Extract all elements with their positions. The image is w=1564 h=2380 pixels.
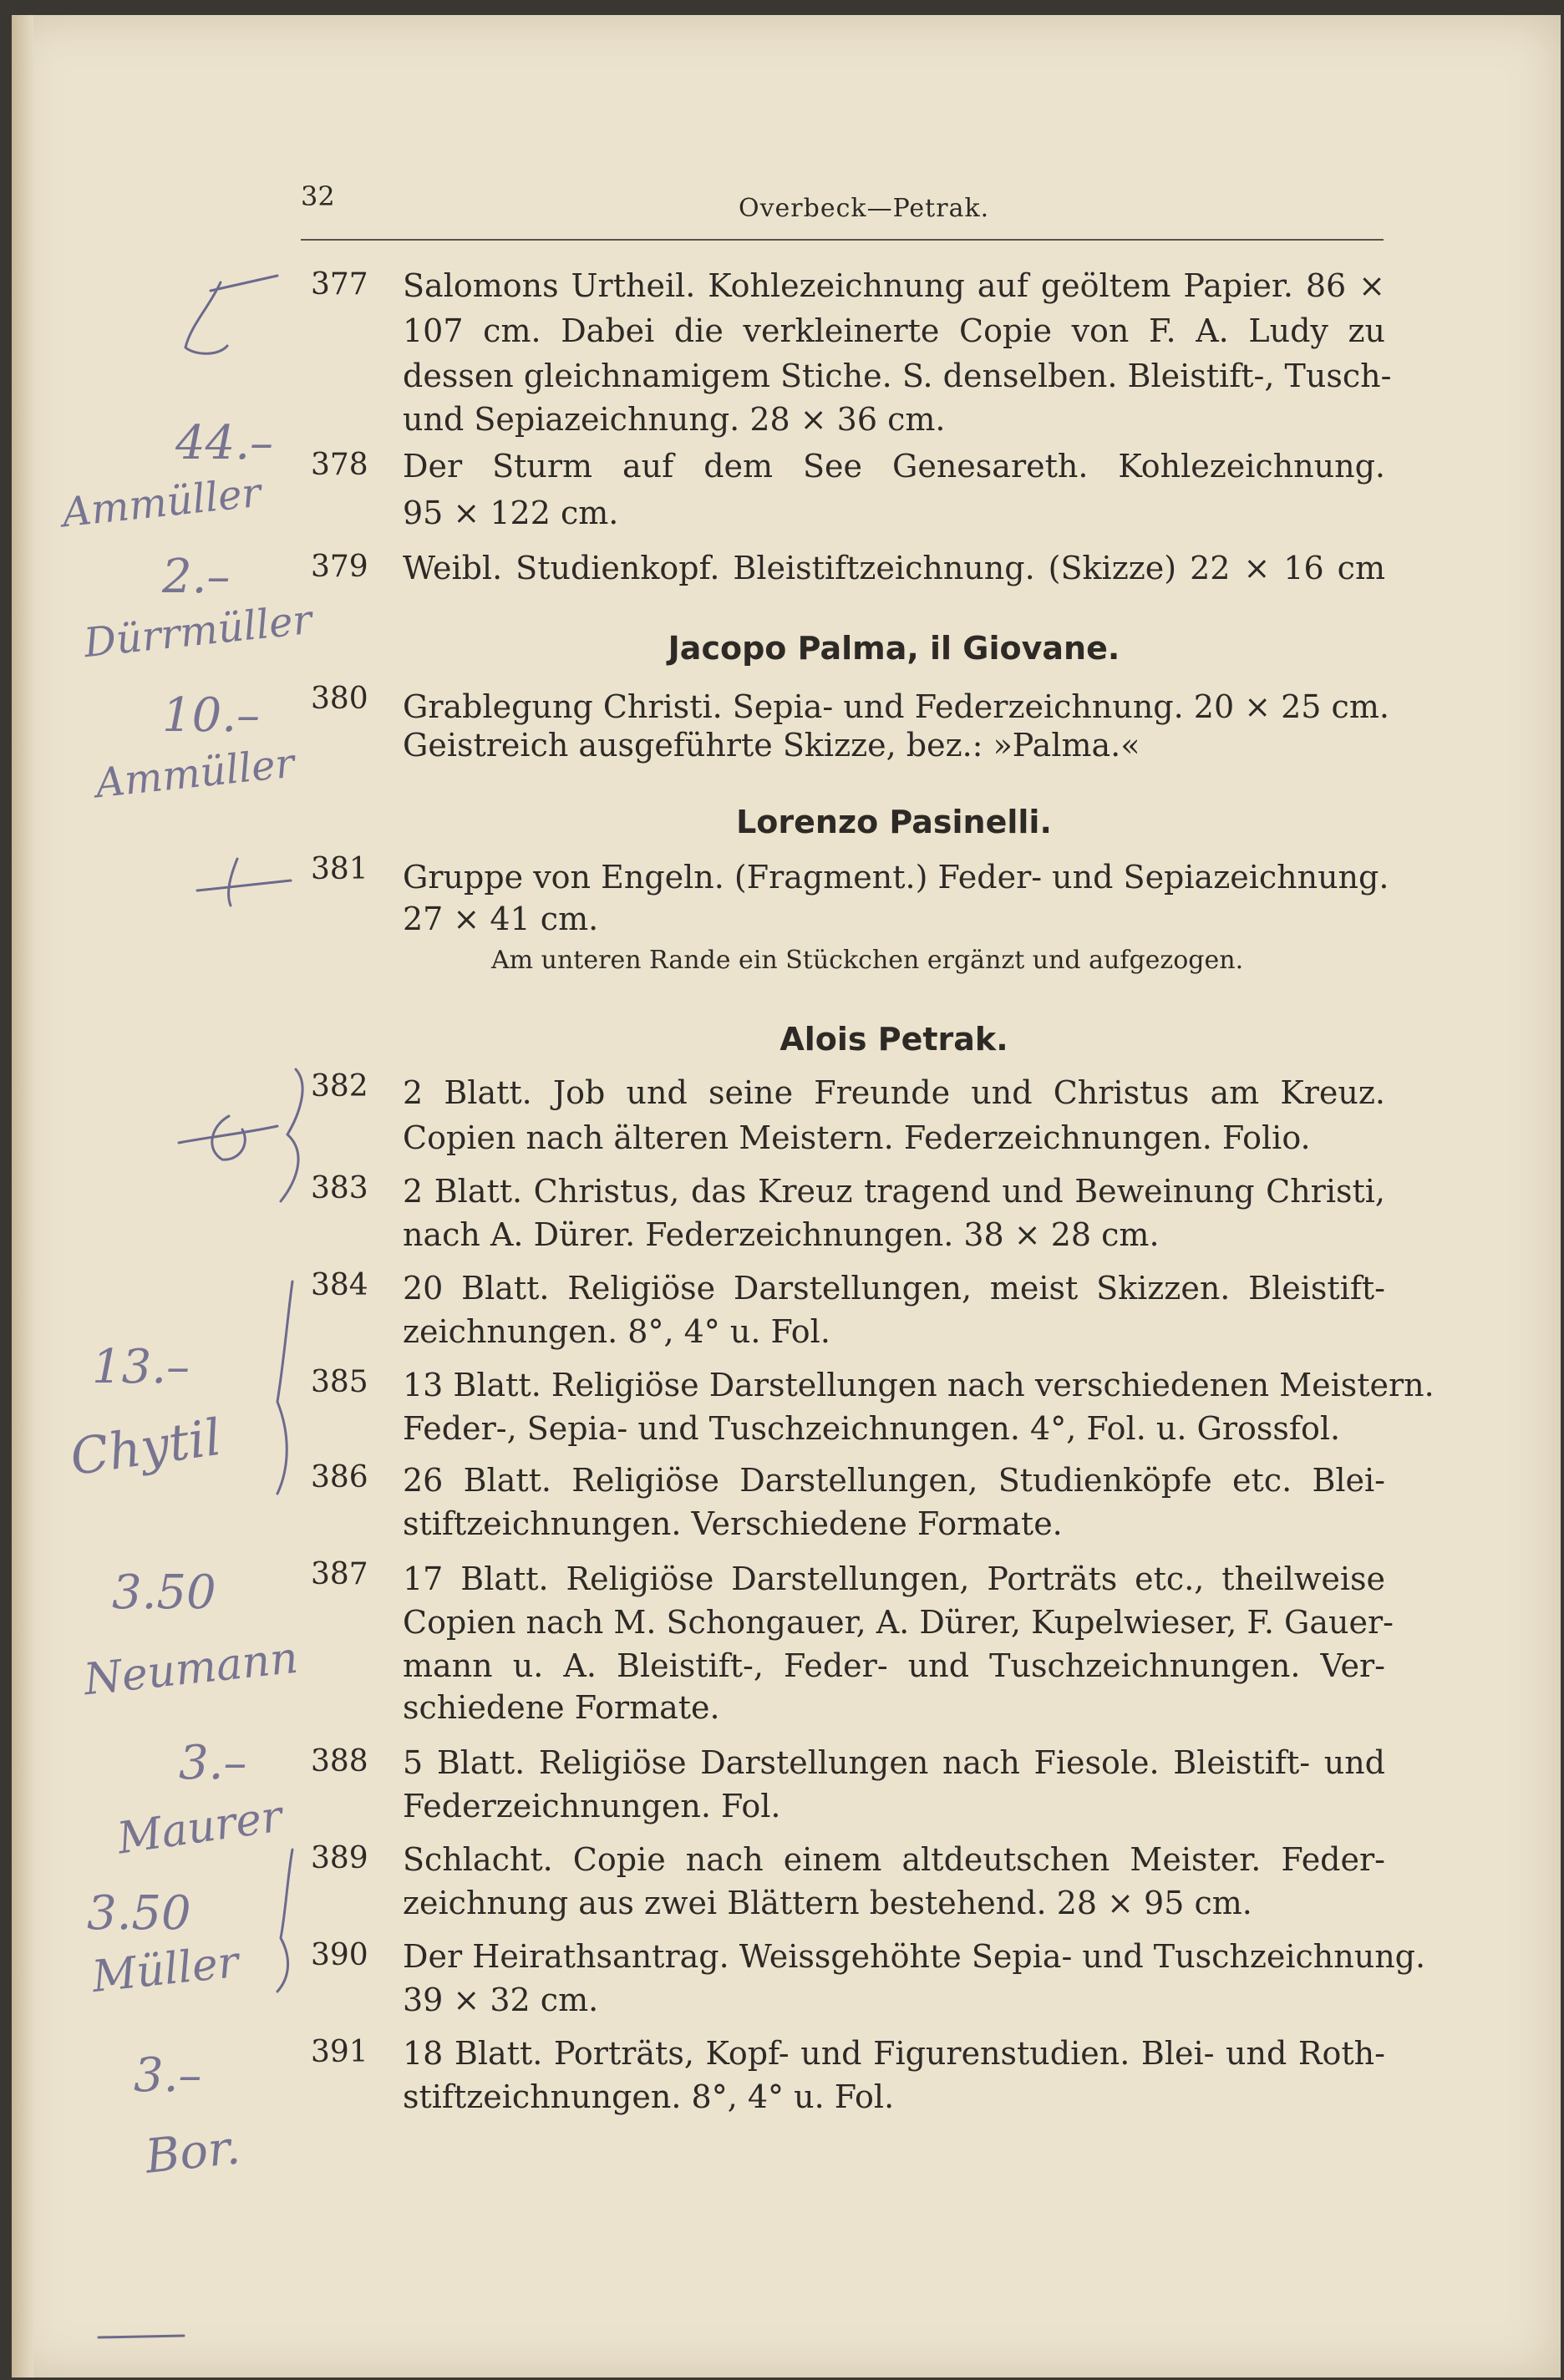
annotation-price-388: 3.– xyxy=(179,1736,247,1790)
annotation-buyer-380: Ammüller xyxy=(93,739,297,808)
entry-number: 381 xyxy=(311,852,368,886)
entry-number: 379 xyxy=(311,550,368,584)
entry-note: Am unteren Rande ein Stückchen ergänzt und aufgezogen. xyxy=(491,946,1244,975)
pencil-marks xyxy=(12,15,1561,2377)
entry-text: 39 × 32 cm. xyxy=(403,1982,599,2018)
entry-text: 13 Blatt. Religiöse Darstellungen nach verschiedenen Meistern. xyxy=(403,1367,1435,1403)
entry-text: mann u. A. Bleistift-, Feder- und Tuschzeichnungen. Ver- xyxy=(403,1647,1385,1684)
entry-text: schiedene Formate. xyxy=(403,1689,720,1726)
annotation-buyer-379: Dürrmüller xyxy=(81,596,314,667)
entry-number: 380 xyxy=(311,682,368,716)
entry-text: stiftzeichnungen. 8°, 4° u. Fol. xyxy=(403,2078,895,2115)
annotation-buyer-387: Neumann xyxy=(81,1632,301,1706)
entry-text: 5 Blatt. Religiöse Darstellungen nach Fiesole. Bleistift- und xyxy=(403,1744,1385,1781)
entry-text: Copien nach M. Schongauer, A. Dürer, Kupelwieser, F. Gauer- xyxy=(403,1604,1394,1641)
entry-number: 383 xyxy=(311,1171,368,1205)
entry-text: Geistreich ausgeführte Skizze, bez.: »Palma.« xyxy=(403,727,1140,764)
pencil-mark-381 xyxy=(197,859,291,906)
entry-text: 17 Blatt. Religiöse Darstellungen, Porträts etc., theilweise xyxy=(403,1560,1385,1597)
entry-number: 391 xyxy=(311,2035,368,2069)
entry-text: 26 Blatt. Religiöse Darstellungen, Studienköpfe etc. Blei- xyxy=(403,1462,1385,1499)
entry-text: Schlacht. Copie nach einem altdeutschen Meister. Feder- xyxy=(403,1841,1385,1878)
entry-number: 378 xyxy=(311,448,368,482)
section-heading: Jacopo Palma, il Giovane. xyxy=(668,630,1120,667)
page-number: 32 xyxy=(301,180,335,212)
entry-text: 27 × 41 cm. xyxy=(403,901,599,937)
entry-text: Copien nach älteren Meistern. Federzeichnungen. Folio. xyxy=(403,1119,1311,1156)
catalogue-page xyxy=(12,15,1561,2377)
bracket-382-383 xyxy=(281,1069,302,1201)
entry-number: 390 xyxy=(311,1938,368,1972)
entry-text: Weibl. Studienkopf. Bleistiftzeichnung. (Skizze) 22 × 16 cm xyxy=(403,550,1385,586)
annotation-price-391: 3.– xyxy=(134,2048,202,2103)
entry-text: Grablegung Christi. Sepia- und Federzeichnung. 20 × 25 cm. xyxy=(403,688,1389,725)
entry-text: 20 Blatt. Religiöse Darstellungen, meist Skizzen. Bleistift- xyxy=(403,1270,1385,1307)
entry-text: 107 cm. Dabei die verkleinerte Copie von F. A. Ludy zu xyxy=(403,312,1385,349)
entry-text: 95 × 122 cm. xyxy=(403,495,619,531)
entry-text: zeichnungen. 8°, 4° u. Fol. xyxy=(403,1313,830,1350)
entry-text: Der Heirathsantrag. Weissgehöhte Sepia- und Tuschzeichnung. xyxy=(403,1938,1426,1975)
annotation-price-380: 10.– xyxy=(162,688,261,743)
entry-number: 384 xyxy=(311,1268,368,1302)
annotation-price-385: 13.– xyxy=(92,1340,190,1394)
entry-number: 386 xyxy=(311,1460,368,1494)
bracket-389-390 xyxy=(277,1850,292,1992)
annotation-buyer-385: Chytil xyxy=(67,1408,225,1488)
entry-text: Salomons Urtheil. Kohlezeichnung auf geöltem Papier. 86 × xyxy=(403,267,1385,304)
annotation-buyer-388: Maurer xyxy=(114,1791,286,1865)
annotation-buyer-378: Ammüller xyxy=(59,469,263,537)
entry-text: 18 Blatt. Porträts, Kopf- und Figurenstudien. Blei- und Roth- xyxy=(403,2035,1385,2072)
annotation-buyer-391: Bor. xyxy=(142,2120,243,2185)
annotation-price-378: 44.– xyxy=(175,416,274,470)
annotation-price-389: 3.50 xyxy=(87,1886,191,1941)
entry-text: Gruppe von Engeln. (Fragment.) Feder- und Sepiazeichnung. xyxy=(403,859,1389,896)
entry-text: Feder-, Sepia- und Tuschzeichnungen. 4°, Fol. u. Grossfol. xyxy=(403,1410,1341,1447)
entry-text: dessen gleichnamigem Stiche. S. denselben. Bleistift-, Tusch- xyxy=(403,358,1392,394)
annotation-price-387: 3.50 xyxy=(112,1566,216,1620)
entry-number: 388 xyxy=(311,1744,368,1779)
section-heading: Lorenzo Pasinelli. xyxy=(736,804,1052,840)
section-heading: Alois Petrak. xyxy=(779,1021,1008,1058)
entry-number: 382 xyxy=(311,1069,368,1104)
entry-text: nach A. Dürer. Federzeichnungen. 38 × 28 cm. xyxy=(403,1216,1160,1253)
pencil-mark-377 xyxy=(185,276,277,353)
entry-text: stiftzeichnungen. Verschiedene Formate. xyxy=(403,1505,1063,1542)
entry-text: 2 Blatt. Christus, das Kreuz tragend und Beweinung Christi, xyxy=(403,1173,1385,1210)
entry-text: 2 Blatt. Job und seine Freunde und Christus am Kreuz. xyxy=(403,1074,1385,1111)
entry-number: 377 xyxy=(311,267,368,302)
entry-text: und Sepiazeichnung. 28 × 36 cm. xyxy=(403,401,946,438)
entry-number: 389 xyxy=(311,1841,368,1875)
annotation-buyer-389: Müller xyxy=(89,1936,241,2003)
pencil-mark-382 xyxy=(179,1116,277,1160)
entry-number: 387 xyxy=(311,1557,368,1591)
entry-number: 385 xyxy=(311,1365,368,1399)
entry-text: Der Sturm auf dem See Genesareth. Kohlezeichnung. xyxy=(403,448,1385,485)
entry-text: Federzeichnungen. Fol. xyxy=(403,1788,781,1824)
entry-text: zeichnung aus zwei Blättern bestehend. 28 × 95 cm. xyxy=(403,1885,1252,1921)
bracket-384-386 xyxy=(277,1281,292,1494)
running-head: Overbeck—Petrak. xyxy=(739,194,990,223)
underline-bottom xyxy=(99,2336,184,2337)
annotation-price-379: 2.– xyxy=(162,550,231,604)
